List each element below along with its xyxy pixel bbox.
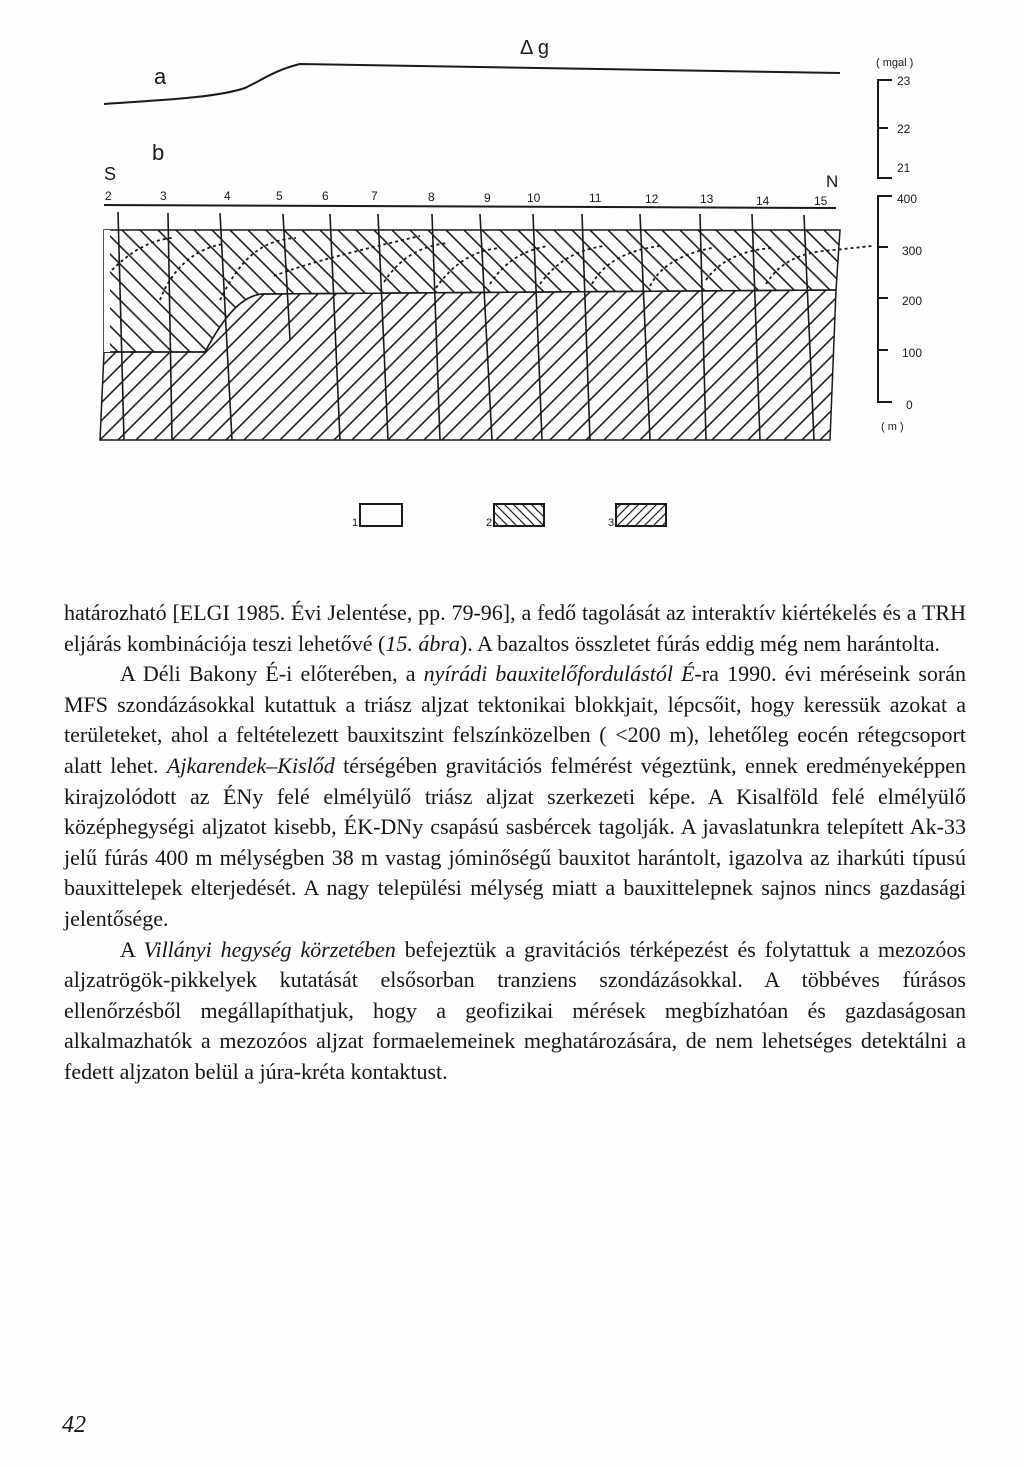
depth-tick-200: 200 [902,294,923,308]
p2-text-b: -ra 1990. évi méréseink során MFS szondázásokkal kutattuk a triász aljzat tektonikai blokkjait, lépcsőit, hogy keressük azokat a területeket, ahol a feltételezett bauxitszint felszínközelben ( <200 m), lehetőleg eocén rétegcsoport alatt lehet. [64,661,966,778]
gravity-curve [104,64,840,104]
section-label: b [152,140,165,165]
p3-text-b: befejeztük a gravitációs térképezést és folytattuk a mezozóos aljzatrögök-pikkelyek kutatását elsősorban tranziens szondázásokkal. A többéves fúrásos ellenőrzésből megállapíthatjuk, hogy a geofizikai mérések megbízhatóan és gazdaságosan alkalmazhatók a mezozóos aljzat formaelemeinek meghatározására, de nem lehetséges detektálni a fedett aljzaton belül a júra-kréta kontaktust. [64,936,966,1084]
figure-reference: 15. ábra [385,630,460,656]
legend-swatch-2 [494,504,544,526]
gravity-curve-label: a [154,64,167,89]
legend-num-3: 3 [608,517,615,529]
p2-italic-place: nyírádi bauxitelőfordulástól É [423,661,695,687]
gravity-axis [878,80,892,178]
station-4: 4 [224,189,231,203]
gravity-tick-21: 21 [897,161,911,175]
page-number: 42 [62,1412,86,1438]
depth-unit: ( m ) [881,421,904,433]
surface-line [104,205,836,208]
legend-num-2: 2 [486,517,493,529]
gravity-tick-23: 23 [897,74,911,88]
depth-tick-0: 0 [906,398,913,412]
p2-text-c: térségében gravitációs felmérést végeztünk, ennek eredményeképpen kirajzolódott az ÉNy felé elmélyülő triász aljzat szerkezeti képe. A Kisalföld felé elmélyülő középhegységi aljzatot kisebb, ÉK-DNy csapású sasbércek tagolják. A javaslatunkra telepített Ak-33 jelű fúrás 400 m mélységben 38 m vastag jóminőségű bauxitot harántolt, igazolva az iharkúti típusú bauxittelepek elterjedését. A nagy települési mélység miatt a bauxittelepnek sajnos nincs gazdasági jelentősége. [64,752,967,931]
legend [352,504,666,529]
station-9: 9 [484,191,491,205]
cross-section-figure [0,0,1024,580]
depth-tick-100: 100 [902,346,923,360]
station-8: 8 [428,190,435,204]
station-10: 10 [527,191,541,205]
station-15: 15 [814,194,828,208]
legend-swatch-1 [360,504,402,526]
gravity-title: Δ g [520,37,549,59]
p1-end-text: ). A bazaltos összletet fúrás eddig még nem harántolta. [459,630,941,656]
legend-swatch-3 [616,504,666,526]
left-white-band [104,230,110,352]
p1-text: határozható [ELGI 1985. Évi Jelentése, pp. 79-96], a fedő tagolását az interaktív kiértékelés és a TRH eljárás kombinációja teszi lehetővé ( [64,600,966,656]
north-label: N [826,172,839,191]
p2-italic-area: Ajkarendek–Kislőd [166,752,335,778]
paragraph-1 [64,598,966,659]
station-6: 6 [322,189,329,203]
station-5: 5 [276,189,283,203]
p3-text-a: A [120,936,144,962]
body-text [64,598,966,1088]
station-14: 14 [756,194,770,208]
station-13: 13 [700,192,714,206]
paragraph-2 [64,659,966,934]
gravity-unit: ( mgal ) [876,57,914,69]
station-7: 7 [371,189,378,203]
gravity-tick-22: 22 [897,122,911,136]
station-3: 3 [160,189,167,203]
paragraph-3 [64,935,966,1088]
p3-italic-region: Villányi hegység körzetében [143,936,396,962]
station-12: 12 [645,192,659,206]
legend-num-1: 1 [352,517,359,529]
south-label: S [104,164,117,184]
station-2: 2 [105,189,112,203]
p2-text-a: A Déli Bakony É-i előterében, a [120,661,424,687]
depth-tick-400: 400 [897,192,918,206]
depth-axis [878,196,892,402]
station-11: 11 [589,191,602,205]
depth-tick-300: 300 [902,244,923,258]
